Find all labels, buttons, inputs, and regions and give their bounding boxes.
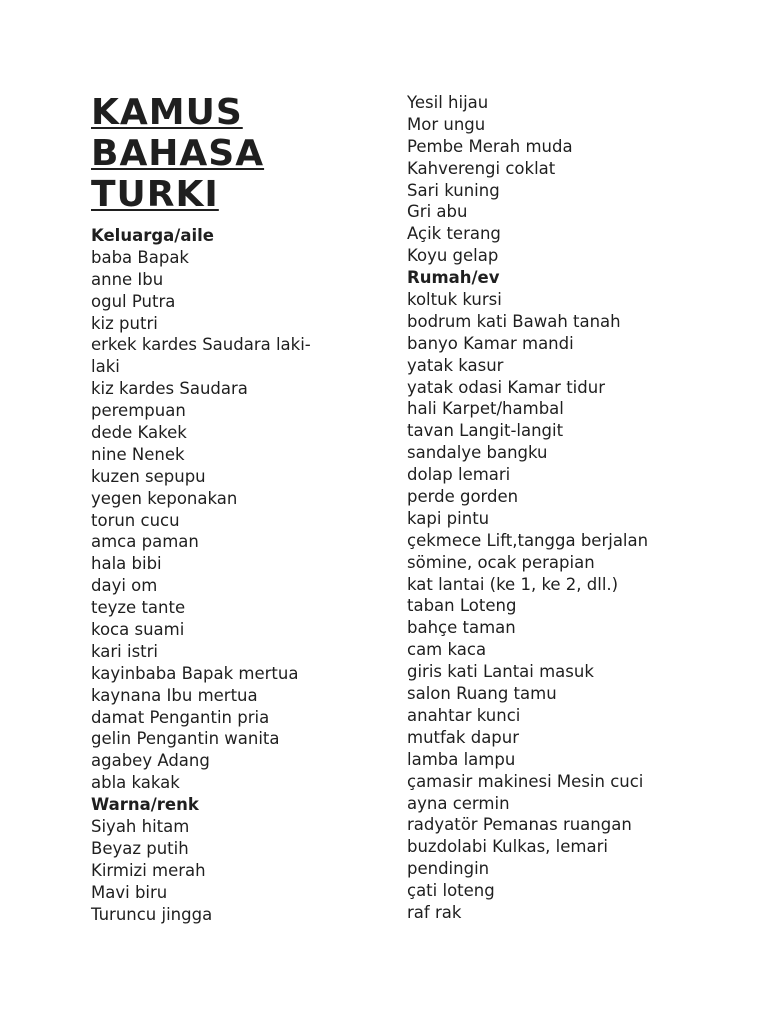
vocabulary-entry: hali Karpet/hambal <box>407 399 564 419</box>
vocabulary-entry: banyo Kamar mandi <box>407 333 574 353</box>
vocabulary-entry: kiz putri <box>91 313 158 333</box>
vocabulary-entry: koca suami <box>91 620 185 640</box>
vocabulary-entry: kaynana Ibu mertua <box>91 685 258 705</box>
vocabulary-entry: çekmece Lift,tangga berjalan <box>407 530 649 550</box>
vocabulary-entry: Açik terang <box>407 224 501 244</box>
vocabulary-entry: kapi pintu <box>407 508 490 528</box>
left-word-list <box>91 225 311 926</box>
vocabulary-entry: koltuk kursi <box>407 290 502 310</box>
vocabulary-entry: nine Nenek <box>91 444 185 464</box>
vocabulary-entry: teyze tante <box>91 598 186 618</box>
vocabulary-entry: hala bibi <box>91 554 162 574</box>
vocabulary-entry: kiz kardes Saudara <box>91 379 248 399</box>
vocabulary-entry: kayinbaba Bapak mertua <box>91 663 299 683</box>
vocabulary-entry: sandalye bangku <box>407 443 548 463</box>
vocabulary-entry: Mor ungu <box>407 114 486 134</box>
vocabulary-entry: damat Pengantin pria <box>91 707 270 727</box>
section-header: Warna/renk <box>91 795 199 815</box>
vocabulary-entry: lamba lampu <box>407 749 516 769</box>
vocabulary-entry: perde gorden <box>407 487 519 507</box>
section-header: Rumah/ev <box>407 268 500 288</box>
vocabulary-entry: gelin Pengantin wanita <box>91 729 280 749</box>
vocabulary-entry: torun cucu <box>91 510 180 530</box>
vocabulary-entry: tavan Langit-langit <box>407 421 564 441</box>
right-word-list <box>407 92 648 924</box>
vocabulary-entry: çati loteng <box>407 881 495 901</box>
vocabulary-entry: Sari kuning <box>407 180 500 200</box>
vocabulary-entry: yatak odasi Kamar tidur <box>407 377 605 397</box>
vocabulary-entry: amca paman <box>91 532 199 552</box>
vocabulary-entry: ayna cermin <box>407 793 510 813</box>
vocabulary-entry: anahtar kunci <box>407 705 521 725</box>
vocabulary-entry: giris kati Lantai masuk <box>407 662 594 682</box>
vocabulary-entry: anne Ibu <box>91 269 164 289</box>
section-header: Keluarga/aile <box>91 226 214 245</box>
vocabulary-entry: agabey Adang <box>91 751 210 771</box>
vocabulary-entry: Koyu gelap <box>407 246 499 266</box>
vocabulary-entry: Mavi biru <box>91 882 168 902</box>
vocabulary-entry: raf rak <box>407 902 462 922</box>
vocabulary-entry: buzdolabi Kulkas, lemari <box>407 837 608 857</box>
vocabulary-entry: dayi om <box>91 576 158 596</box>
vocabulary-entry: dolap lemari <box>407 465 511 485</box>
vocabulary-entry: kuzen sepupu <box>91 466 206 486</box>
vocabulary-entry: Siyah hitam <box>91 817 190 837</box>
vocabulary-entry: yegen keponakan <box>91 488 238 508</box>
vocabulary-entry: radyatör Pemanas ruangan <box>407 815 632 835</box>
vocabulary-entry: Gri abu <box>407 202 468 222</box>
vocabulary-entry: taban Loteng <box>407 596 517 616</box>
vocabulary-entry: yatak kasur <box>407 355 504 375</box>
vocabulary-entry: salon Ruang tamu <box>407 684 557 704</box>
vocabulary-entry: ogul Putra <box>91 291 176 311</box>
vocabulary-entry: laki <box>91 357 120 377</box>
vocabulary-entry: Kirmizi merah <box>91 860 206 880</box>
vocabulary-entry: kari istri <box>91 641 159 661</box>
vocabulary-entry: baba Bapak <box>91 247 189 267</box>
vocabulary-entry: Beyaz putih <box>91 838 189 858</box>
vocabulary-entry: Turuncu jingga <box>91 904 213 924</box>
vocabulary-entry: bahçe taman <box>407 618 516 638</box>
vocabulary-entry: Pembe Merah muda <box>407 136 573 156</box>
vocabulary-entry: abla kakak <box>91 773 180 793</box>
vocabulary-entry: bodrum kati Bawah tanah <box>407 311 621 331</box>
vocabulary-entry: sömine, ocak perapian <box>407 552 595 572</box>
vocabulary-entry: Yesil hijau <box>407 93 489 112</box>
vocabulary-entry: erkek kardes Saudara laki- <box>91 335 311 355</box>
vocabulary-entry: perempuan <box>91 401 186 421</box>
vocabulary-entry: dede Kakek <box>91 423 187 443</box>
vocabulary-entry: mutfak dapur <box>407 727 520 747</box>
document-title: KAMUS BAHASA TURKI <box>91 92 265 215</box>
vocabulary-entry: pendingin <box>407 859 490 879</box>
vocabulary-entry: Kahverengi coklat <box>407 158 556 178</box>
vocabulary-entry: çamasir makinesi Mesin cuci <box>407 771 644 791</box>
vocabulary-entry: cam kaca <box>407 640 487 660</box>
vocabulary-entry: kat lantai (ke 1, ke 2, dll.) <box>407 574 619 594</box>
